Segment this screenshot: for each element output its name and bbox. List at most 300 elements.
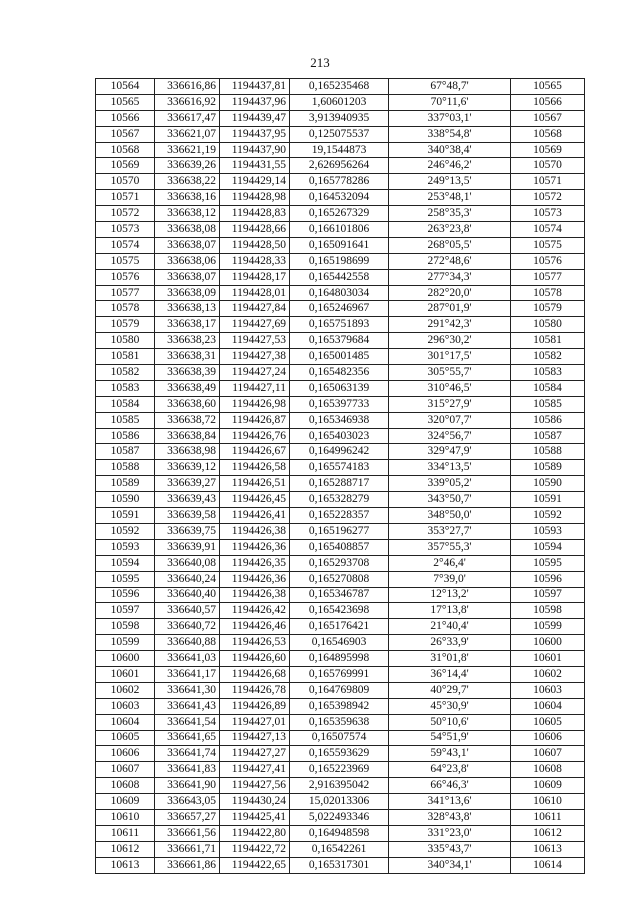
distance-cell: 0,165235468 <box>290 79 389 95</box>
x-coordinate-cell: 336638,07 <box>155 269 220 285</box>
table-row <box>96 492 585 508</box>
point-number-cell: 10585 <box>96 412 155 428</box>
table-row <box>96 349 585 365</box>
x-coordinate-cell: 336641,83 <box>155 762 220 778</box>
table-row <box>96 158 585 174</box>
y-coordinate-cell: 1194427,11 <box>220 380 290 396</box>
y-coordinate-cell: 1194428,98 <box>220 190 290 206</box>
distance-cell: 0,164996242 <box>290 444 389 460</box>
point-number-cell: 10576 <box>96 269 155 285</box>
y-coordinate-cell: 1194427,01 <box>220 714 290 730</box>
y-coordinate-cell: 1194426,38 <box>220 587 290 603</box>
y-coordinate-cell: 1194422,65 <box>220 857 290 873</box>
distance-cell: 0,165398942 <box>290 698 389 714</box>
point-number-cell: 10581 <box>96 349 155 365</box>
distance-cell: 0,165223969 <box>290 762 389 778</box>
table-row <box>96 762 585 778</box>
table-row <box>96 571 585 587</box>
next-point-number-cell: 10605 <box>511 714 585 730</box>
point-number-cell: 10597 <box>96 603 155 619</box>
y-coordinate-cell: 1194426,42 <box>220 603 290 619</box>
table-row <box>96 222 585 238</box>
direction-angle-cell: 324°56,7' <box>389 428 511 444</box>
table-row <box>96 126 585 142</box>
point-number-cell: 10613 <box>96 857 155 873</box>
direction-angle-cell: 12°13,2' <box>389 587 511 603</box>
table-row <box>96 809 585 825</box>
distance-cell: 0,165198699 <box>290 253 389 269</box>
x-coordinate-cell: 336638,17 <box>155 317 220 333</box>
y-coordinate-cell: 1194428,33 <box>220 253 290 269</box>
distance-cell: 5,022493346 <box>290 809 389 825</box>
y-coordinate-cell: 1194426,45 <box>220 492 290 508</box>
y-coordinate-cell: 1194428,83 <box>220 206 290 222</box>
x-coordinate-cell: 336616,86 <box>155 79 220 95</box>
x-coordinate-cell: 336638,49 <box>155 380 220 396</box>
table-row <box>96 317 585 333</box>
next-point-number-cell: 10600 <box>511 635 585 651</box>
point-number-cell: 10607 <box>96 762 155 778</box>
table-row <box>96 555 585 571</box>
next-point-number-cell: 10567 <box>511 110 585 126</box>
table-row <box>96 508 585 524</box>
direction-angle-cell: 272°48,6' <box>389 253 511 269</box>
table-row <box>96 142 585 158</box>
table-row <box>96 253 585 269</box>
table-row <box>96 380 585 396</box>
x-coordinate-cell: 336657,27 <box>155 809 220 825</box>
distance-cell: 0,165346938 <box>290 412 389 428</box>
direction-angle-cell: 305°55,7' <box>389 365 511 381</box>
x-coordinate-cell: 336638,98 <box>155 444 220 460</box>
direction-angle-cell: 310°46,5' <box>389 380 511 396</box>
direction-angle-cell: 287°01,9' <box>389 301 511 317</box>
coordinates-table-body <box>96 79 585 874</box>
distance-cell: 0,164948598 <box>290 825 389 841</box>
point-number-cell: 10569 <box>96 158 155 174</box>
x-coordinate-cell: 336617,47 <box>155 110 220 126</box>
direction-angle-cell: 331°23,0' <box>389 825 511 841</box>
next-point-number-cell: 10601 <box>511 651 585 667</box>
direction-angle-cell: 59°43,1' <box>389 746 511 762</box>
point-number-cell: 10610 <box>96 809 155 825</box>
table-row <box>96 619 585 635</box>
x-coordinate-cell: 336640,08 <box>155 555 220 571</box>
next-point-number-cell: 10598 <box>511 603 585 619</box>
distance-cell: 0,165293708 <box>290 555 389 571</box>
next-point-number-cell: 10614 <box>511 857 585 873</box>
next-point-number-cell: 10566 <box>511 94 585 110</box>
y-coordinate-cell: 1194428,50 <box>220 237 290 253</box>
point-number-cell: 10605 <box>96 730 155 746</box>
y-coordinate-cell: 1194426,41 <box>220 508 290 524</box>
x-coordinate-cell: 336639,26 <box>155 158 220 174</box>
y-coordinate-cell: 1194425,41 <box>220 809 290 825</box>
coordinates-table <box>95 78 585 874</box>
direction-angle-cell: 335°43,7' <box>389 841 511 857</box>
direction-angle-cell: 282°20,0' <box>389 285 511 301</box>
point-number-cell: 10588 <box>96 460 155 476</box>
next-point-number-cell: 10579 <box>511 301 585 317</box>
distance-cell: 0,165442558 <box>290 269 389 285</box>
x-coordinate-cell: 336639,12 <box>155 460 220 476</box>
distance-cell: 0,165574183 <box>290 460 389 476</box>
next-point-number-cell: 10568 <box>511 126 585 142</box>
next-point-number-cell: 10591 <box>511 492 585 508</box>
table-row <box>96 237 585 253</box>
next-point-number-cell: 10592 <box>511 508 585 524</box>
y-coordinate-cell: 1194426,35 <box>220 555 290 571</box>
x-coordinate-cell: 336640,40 <box>155 587 220 603</box>
direction-angle-cell: 36°14,4' <box>389 666 511 682</box>
direction-angle-cell: 40°29,7' <box>389 682 511 698</box>
distance-cell: 0,16507574 <box>290 730 389 746</box>
table-row <box>96 603 585 619</box>
direction-angle-cell: 50°10,6' <box>389 714 511 730</box>
y-coordinate-cell: 1194427,41 <box>220 762 290 778</box>
point-number-cell: 10575 <box>96 253 155 269</box>
x-coordinate-cell: 336641,65 <box>155 730 220 746</box>
x-coordinate-cell: 336640,24 <box>155 571 220 587</box>
table-row <box>96 333 585 349</box>
point-number-cell: 10596 <box>96 587 155 603</box>
point-number-cell: 10598 <box>96 619 155 635</box>
y-coordinate-cell: 1194426,98 <box>220 396 290 412</box>
table-row <box>96 396 585 412</box>
point-number-cell: 10591 <box>96 508 155 524</box>
distance-cell: 0,165593629 <box>290 746 389 762</box>
direction-angle-cell: 2°46,4' <box>389 555 511 571</box>
y-coordinate-cell: 1194426,68 <box>220 666 290 682</box>
distance-cell: 2,916395042 <box>290 778 389 794</box>
next-point-number-cell: 10599 <box>511 619 585 635</box>
distance-cell: 0,164803034 <box>290 285 389 301</box>
x-coordinate-cell: 336641,03 <box>155 651 220 667</box>
point-number-cell: 10592 <box>96 523 155 539</box>
direction-angle-cell: 341°13,6' <box>389 794 511 810</box>
y-coordinate-cell: 1194426,36 <box>220 571 290 587</box>
x-coordinate-cell: 336661,71 <box>155 841 220 857</box>
table-row <box>96 206 585 222</box>
distance-cell: 0,16542261 <box>290 841 389 857</box>
direction-angle-cell: 338°54,8' <box>389 126 511 142</box>
y-coordinate-cell: 1194427,27 <box>220 746 290 762</box>
point-number-cell: 10603 <box>96 698 155 714</box>
table-row <box>96 301 585 317</box>
x-coordinate-cell: 336641,17 <box>155 666 220 682</box>
distance-cell: 0,164769809 <box>290 682 389 698</box>
x-coordinate-cell: 336638,31 <box>155 349 220 365</box>
direction-angle-cell: 340°34,1' <box>389 857 511 873</box>
distance-cell: 19,1544873 <box>290 142 389 158</box>
direction-angle-cell: 296°30,2' <box>389 333 511 349</box>
next-point-number-cell: 10571 <box>511 174 585 190</box>
next-point-number-cell: 10603 <box>511 682 585 698</box>
direction-angle-cell: 277°34,3' <box>389 269 511 285</box>
table-row <box>96 476 585 492</box>
x-coordinate-cell: 336639,43 <box>155 492 220 508</box>
direction-angle-cell: 17°13,8' <box>389 603 511 619</box>
y-coordinate-cell: 1194430,24 <box>220 794 290 810</box>
x-coordinate-cell: 336641,74 <box>155 746 220 762</box>
direction-angle-cell: 328°43,8' <box>389 809 511 825</box>
table-row <box>96 190 585 206</box>
direction-angle-cell: 253°48,1' <box>389 190 511 206</box>
distance-cell: 0,165176421 <box>290 619 389 635</box>
y-coordinate-cell: 1194437,95 <box>220 126 290 142</box>
distance-cell: 0,165228357 <box>290 508 389 524</box>
point-number-cell: 10611 <box>96 825 155 841</box>
x-coordinate-cell: 336661,56 <box>155 825 220 841</box>
table-row <box>96 412 585 428</box>
table-row <box>96 587 585 603</box>
point-number-cell: 10594 <box>96 555 155 571</box>
next-point-number-cell: 10607 <box>511 746 585 762</box>
next-point-number-cell: 10565 <box>511 79 585 95</box>
next-point-number-cell: 10612 <box>511 825 585 841</box>
direction-angle-cell: 301°17,5' <box>389 349 511 365</box>
x-coordinate-cell: 336638,07 <box>155 237 220 253</box>
x-coordinate-cell: 336661,86 <box>155 857 220 873</box>
distance-cell: 0,165769991 <box>290 666 389 682</box>
direction-angle-cell: 258°35,3' <box>389 206 511 222</box>
table-row <box>96 857 585 873</box>
point-number-cell: 10601 <box>96 666 155 682</box>
point-number-cell: 10583 <box>96 380 155 396</box>
y-coordinate-cell: 1194427,13 <box>220 730 290 746</box>
point-number-cell: 10584 <box>96 396 155 412</box>
x-coordinate-cell: 336638,08 <box>155 222 220 238</box>
direction-angle-cell: 64°23,8' <box>389 762 511 778</box>
next-point-number-cell: 10595 <box>511 555 585 571</box>
y-coordinate-cell: 1194426,51 <box>220 476 290 492</box>
y-coordinate-cell: 1194437,81 <box>220 79 290 95</box>
distance-cell: 0,165267329 <box>290 206 389 222</box>
next-point-number-cell: 10608 <box>511 762 585 778</box>
table-row <box>96 444 585 460</box>
y-coordinate-cell: 1194426,38 <box>220 523 290 539</box>
y-coordinate-cell: 1194428,01 <box>220 285 290 301</box>
x-coordinate-cell: 336638,84 <box>155 428 220 444</box>
distance-cell: 1,60601203 <box>290 94 389 110</box>
next-point-number-cell: 10575 <box>511 237 585 253</box>
x-coordinate-cell: 336641,30 <box>155 682 220 698</box>
table-row <box>96 635 585 651</box>
table-row <box>96 174 585 190</box>
y-coordinate-cell: 1194426,53 <box>220 635 290 651</box>
x-coordinate-cell: 336638,13 <box>155 301 220 317</box>
direction-angle-cell: 339°05,2' <box>389 476 511 492</box>
table-row <box>96 365 585 381</box>
distance-cell: 0,165482356 <box>290 365 389 381</box>
point-number-cell: 10564 <box>96 79 155 95</box>
y-coordinate-cell: 1194426,46 <box>220 619 290 635</box>
distance-cell: 0,165403023 <box>290 428 389 444</box>
direction-angle-cell: 357°55,3' <box>389 539 511 555</box>
distance-cell: 3,913940935 <box>290 110 389 126</box>
distance-cell: 0,165063139 <box>290 380 389 396</box>
distance-cell: 0,165288717 <box>290 476 389 492</box>
table-row <box>96 778 585 794</box>
table-row <box>96 79 585 95</box>
table-row <box>96 682 585 698</box>
next-point-number-cell: 10597 <box>511 587 585 603</box>
distance-cell: 0,165328279 <box>290 492 389 508</box>
distance-cell: 0,165359638 <box>290 714 389 730</box>
table-row <box>96 285 585 301</box>
point-number-cell: 10578 <box>96 301 155 317</box>
x-coordinate-cell: 336641,43 <box>155 698 220 714</box>
point-number-cell: 10609 <box>96 794 155 810</box>
distance-cell: 0,16546903 <box>290 635 389 651</box>
distance-cell: 15,02013306 <box>290 794 389 810</box>
y-coordinate-cell: 1194429,14 <box>220 174 290 190</box>
table-row <box>96 269 585 285</box>
point-number-cell: 10579 <box>96 317 155 333</box>
distance-cell: 0,165423698 <box>290 603 389 619</box>
table-row <box>96 539 585 555</box>
x-coordinate-cell: 336638,22 <box>155 174 220 190</box>
y-coordinate-cell: 1194427,53 <box>220 333 290 349</box>
point-number-cell: 10602 <box>96 682 155 698</box>
next-point-number-cell: 10577 <box>511 269 585 285</box>
y-coordinate-cell: 1194427,56 <box>220 778 290 794</box>
next-point-number-cell: 10585 <box>511 396 585 412</box>
next-point-number-cell: 10574 <box>511 222 585 238</box>
distance-cell: 0,165408857 <box>290 539 389 555</box>
y-coordinate-cell: 1194426,78 <box>220 682 290 698</box>
direction-angle-cell: 268°05,5' <box>389 237 511 253</box>
point-number-cell: 10567 <box>96 126 155 142</box>
x-coordinate-cell: 336640,72 <box>155 619 220 635</box>
direction-angle-cell: 263°23,8' <box>389 222 511 238</box>
y-coordinate-cell: 1194426,76 <box>220 428 290 444</box>
y-coordinate-cell: 1194428,66 <box>220 222 290 238</box>
next-point-number-cell: 10613 <box>511 841 585 857</box>
next-point-number-cell: 10596 <box>511 571 585 587</box>
next-point-number-cell: 10604 <box>511 698 585 714</box>
next-point-number-cell: 10602 <box>511 666 585 682</box>
y-coordinate-cell: 1194422,72 <box>220 841 290 857</box>
distance-cell: 0,165246967 <box>290 301 389 317</box>
x-coordinate-cell: 336621,19 <box>155 142 220 158</box>
point-number-cell: 10586 <box>96 428 155 444</box>
y-coordinate-cell: 1194439,47 <box>220 110 290 126</box>
x-coordinate-cell: 336639,75 <box>155 523 220 539</box>
point-number-cell: 10574 <box>96 237 155 253</box>
point-number-cell: 10572 <box>96 206 155 222</box>
point-number-cell: 10608 <box>96 778 155 794</box>
y-coordinate-cell: 1194426,89 <box>220 698 290 714</box>
x-coordinate-cell: 336638,16 <box>155 190 220 206</box>
next-point-number-cell: 10593 <box>511 523 585 539</box>
y-coordinate-cell: 1194426,67 <box>220 444 290 460</box>
x-coordinate-cell: 336639,91 <box>155 539 220 555</box>
point-number-cell: 10580 <box>96 333 155 349</box>
x-coordinate-cell: 336616,92 <box>155 94 220 110</box>
direction-angle-cell: 246°46,2' <box>389 158 511 174</box>
table-row <box>96 523 585 539</box>
x-coordinate-cell: 336638,09 <box>155 285 220 301</box>
x-coordinate-cell: 336640,57 <box>155 603 220 619</box>
next-point-number-cell: 10572 <box>511 190 585 206</box>
point-number-cell: 10568 <box>96 142 155 158</box>
point-number-cell: 10600 <box>96 651 155 667</box>
table-row <box>96 651 585 667</box>
point-number-cell: 10577 <box>96 285 155 301</box>
distance-cell: 0,165196277 <box>290 523 389 539</box>
distance-cell: 0,165001485 <box>290 349 389 365</box>
y-coordinate-cell: 1194426,58 <box>220 460 290 476</box>
next-point-number-cell: 10583 <box>511 365 585 381</box>
direction-angle-cell: 291°42,3' <box>389 317 511 333</box>
point-number-cell: 10571 <box>96 190 155 206</box>
direction-angle-cell: 337°03,1' <box>389 110 511 126</box>
distance-cell: 0,165091641 <box>290 237 389 253</box>
x-coordinate-cell: 336643,05 <box>155 794 220 810</box>
point-number-cell: 10587 <box>96 444 155 460</box>
x-coordinate-cell: 336638,06 <box>155 253 220 269</box>
point-number-cell: 10599 <box>96 635 155 651</box>
distance-cell: 0,165317301 <box>290 857 389 873</box>
y-coordinate-cell: 1194427,69 <box>220 317 290 333</box>
x-coordinate-cell: 336638,23 <box>155 333 220 349</box>
point-number-cell: 10570 <box>96 174 155 190</box>
direction-angle-cell: 348°50,0' <box>389 508 511 524</box>
direction-angle-cell: 70°11,6' <box>389 94 511 110</box>
y-coordinate-cell: 1194427,38 <box>220 349 290 365</box>
y-coordinate-cell: 1194437,96 <box>220 94 290 110</box>
direction-angle-cell: 54°51,9' <box>389 730 511 746</box>
next-point-number-cell: 10586 <box>511 412 585 428</box>
next-point-number-cell: 10570 <box>511 158 585 174</box>
point-number-cell: 10604 <box>96 714 155 730</box>
point-number-cell: 10582 <box>96 365 155 381</box>
direction-angle-cell: 334°13,5' <box>389 460 511 476</box>
next-point-number-cell: 10588 <box>511 444 585 460</box>
table-row <box>96 794 585 810</box>
next-point-number-cell: 10573 <box>511 206 585 222</box>
next-point-number-cell: 10589 <box>511 460 585 476</box>
table-row <box>96 825 585 841</box>
next-point-number-cell: 10594 <box>511 539 585 555</box>
next-point-number-cell: 10610 <box>511 794 585 810</box>
table-row <box>96 730 585 746</box>
x-coordinate-cell: 336638,39 <box>155 365 220 381</box>
direction-angle-cell: 249°13,5' <box>389 174 511 190</box>
next-point-number-cell: 10581 <box>511 333 585 349</box>
distance-cell: 0,125075537 <box>290 126 389 142</box>
y-coordinate-cell: 1194427,24 <box>220 365 290 381</box>
distance-cell: 0,165270808 <box>290 571 389 587</box>
direction-angle-cell: 315°27,9' <box>389 396 511 412</box>
next-point-number-cell: 10611 <box>511 809 585 825</box>
point-number-cell: 10573 <box>96 222 155 238</box>
point-number-cell: 10606 <box>96 746 155 762</box>
point-number-cell: 10589 <box>96 476 155 492</box>
next-point-number-cell: 10609 <box>511 778 585 794</box>
point-number-cell: 10565 <box>96 94 155 110</box>
table-row <box>96 841 585 857</box>
next-point-number-cell: 10606 <box>511 730 585 746</box>
x-coordinate-cell: 336638,60 <box>155 396 220 412</box>
table-row <box>96 698 585 714</box>
distance-cell: 0,165397733 <box>290 396 389 412</box>
point-number-cell: 10590 <box>96 492 155 508</box>
next-point-number-cell: 10590 <box>511 476 585 492</box>
point-number-cell: 10593 <box>96 539 155 555</box>
direction-angle-cell: 67°48,7' <box>389 79 511 95</box>
